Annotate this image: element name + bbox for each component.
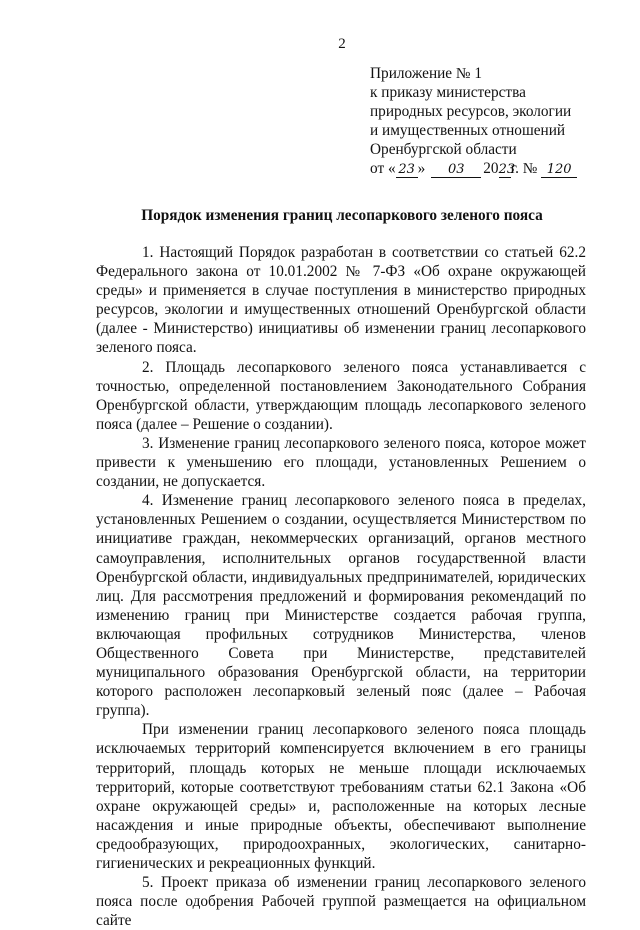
paragraph: При изменении границ лесопаркового зеленого пояса площадь исключаемых территорий компенсируется включением в его границы территорий, площадь которых не меньше площади исключаемых территорий, которые соответствуют требованиям статьи 62.1 Закона «Об охране окружающей среды» и, расположенные на которых лесные насаждения и иные природные объекты, обеспечивают выполнение средообразующих, природоохранных, экологических, санитарно-гигиенических и рекреационных функций. (96, 721, 586, 872)
year-suffix: 23 (498, 162, 516, 177)
paragraph: 4. Изменение границ лесопаркового зеленого пояса в пределах, установленных Решением о создании, осуществляется Министерством по инициативе граждан, некоммерческих организаций, органов местного самоуправления, исполнительных органов государственной власти Оренбургской области, индивидуальных предпринимателей, юридических лиц. Для рассмотрения предложений и формирования рекомендаций по изменению границ при Министерстве создается рабочая группа, включающая профильных сотрудников Министерства, членов Общественного Совета при Министерстве, представителей муниципального образования Оренбургской области, на территории которого расположен лесопарковый зеленый пояс (далее – Рабочая группа). (96, 492, 586, 720)
document-body (96, 243, 586, 930)
appendix-line: к приказу министерства (370, 84, 526, 101)
paragraph: 5. Проект приказа об изменении границ лесопаркового зеленого пояса после одобрения Рабочей группой размещается на официальном сайте (96, 874, 586, 930)
year-prefix: 20 (483, 160, 499, 177)
appendix-line: природных ресурсов, экологии (370, 103, 572, 120)
page-number: 2 (338, 36, 346, 52)
appendix-line: Оренбургской области (370, 141, 517, 158)
date-prefix: от « (370, 160, 396, 177)
appendix-line: Приложение № 1 (370, 65, 482, 82)
date-month: 03 (431, 162, 481, 178)
number-prefix: г. № (510, 160, 538, 177)
order-number: 120 (541, 162, 577, 178)
date-sep: » (417, 160, 426, 177)
date-day: 23 (396, 162, 418, 178)
paragraph: 3. Изменение границ лесопаркового зеленого пояса, которое может привести к уменьшению его площади, установленных Решением о создании, не допускается. (96, 434, 586, 491)
paragraph: 1. Настоящий Порядок разработан в соответствии со статьей 62.2 Федерального закона от 10.01.2002 № 7-ФЗ «Об охране окружающей среды» и применяется в случае поступления в министерство природных ресурсов, экологии и имущественных отношений Оренбургской области (далее - Министерство) инициативы об изменении границ лесопаркового зеленого пояса. (96, 244, 586, 357)
appendix-header (370, 64, 620, 178)
order-date-line (370, 159, 620, 178)
document-title: Порядок изменения границ лесопаркового зеленого пояса (141, 207, 543, 224)
paragraph: 2. Площадь лесопаркового зеленого пояса устанавливается с точностью, определенной постановлением Законодательного Собрания Оренбургской области, утверждающим площадь лесопаркового зеленого пояса (далее – Решение о создании). (96, 358, 586, 433)
appendix-line: и имущественных отношений (370, 122, 566, 139)
